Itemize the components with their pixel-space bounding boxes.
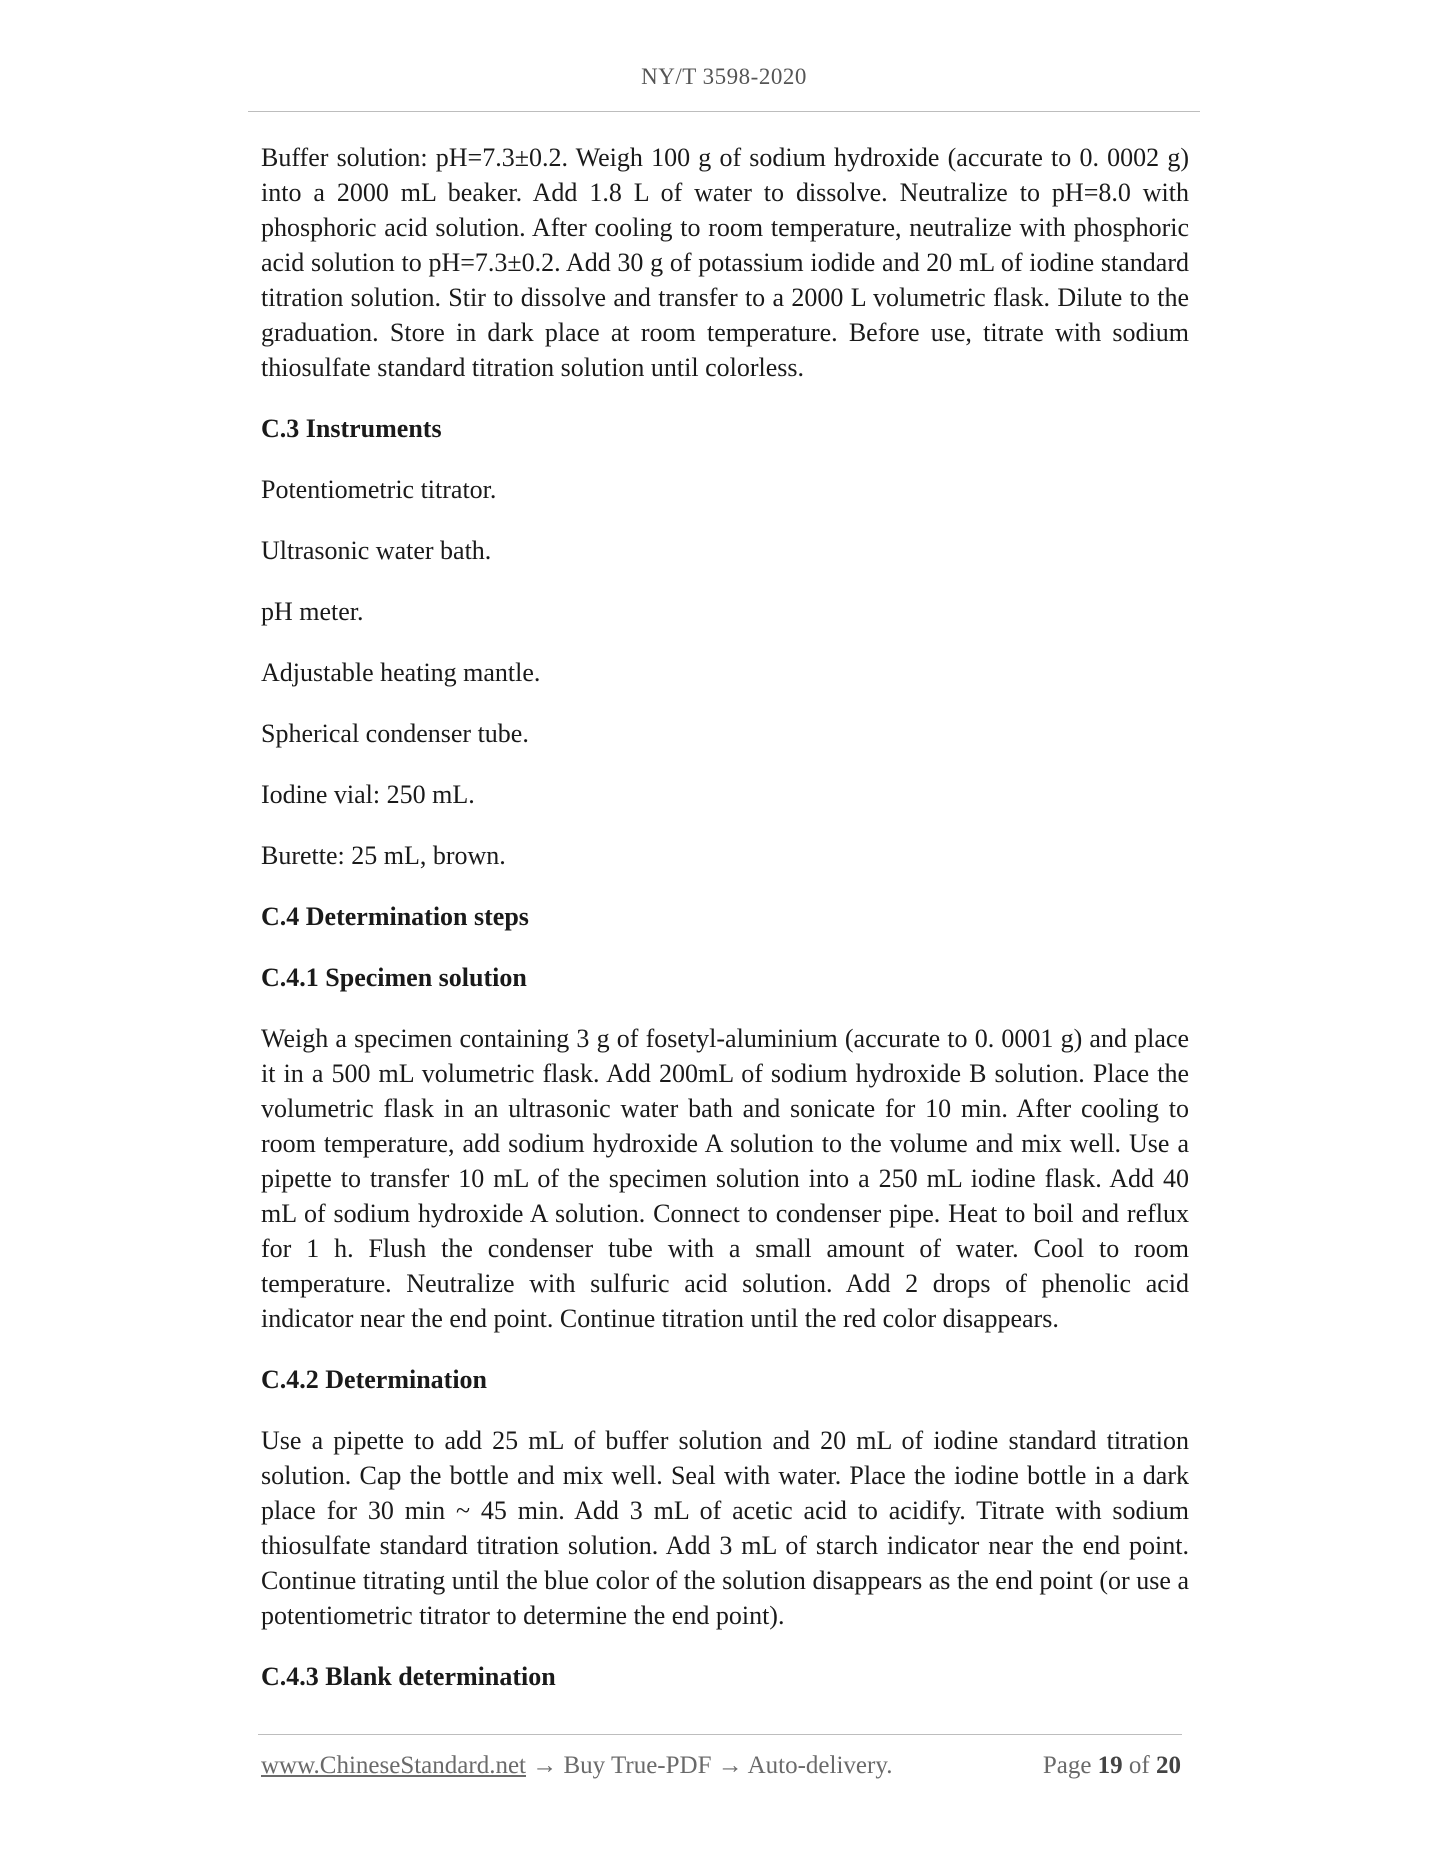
of-label: of <box>1128 1752 1150 1779</box>
section-heading-c41: C.4.1 Specimen solution <box>261 963 527 992</box>
section-heading-c42: C.4.2 Determination <box>261 1365 488 1394</box>
buffer-solution-paragraph: Buffer solution: pH=7.3±0.2. Weigh 100 g of sodium hydroxide (accurate to 0. 0002 g) into a 2000 mL beaker. Add 1.8 L of water to dissolve. Neutralize to pH=8.0 with phosphoric acid solution. After cooling to room temperature, neutralize with phosphoric acid solution to pH=7.3±0.2. Add 30 g of potassium iodide and 20 mL of iodine standard titration solution. Stir to dissolve and transfer to a 2000 L volumetric flask. Dilute to the graduation. Store in dark place at room temperature. Before use, titrate with sodium thiosulfate standard titration solution until colorless. <box>261 143 1189 382</box>
section-heading-c43: C.4.3 Blank determination <box>261 1662 556 1691</box>
instrument-item: Spherical condenser tube. <box>261 719 529 748</box>
website-link[interactable]: www.ChineseStandard.net <box>261 1752 526 1779</box>
instrument-item: pH meter. <box>261 597 364 626</box>
page-total: 20 <box>1156 1752 1181 1779</box>
document-header: NY/T 3598-2020 <box>641 64 807 89</box>
section-heading-c4: C.4 Determination steps <box>261 902 529 931</box>
arrow-right-icon: → <box>526 1752 564 1779</box>
instrument-item: Adjustable heating mantle. <box>261 658 541 687</box>
header-divider <box>248 111 1200 112</box>
specimen-solution-paragraph: Weigh a specimen containing 3 g of fosetyl-aluminium (accurate to 0. 0001 g) and place it in a 500 mL volumetric flask. Add 200mL of sodium hydroxide B solution. Place the volumetric flask in an ultrasonic water bath and sonicate for 10 min. After cooling to room temperature, add sodium hydroxide A solution to the volume and mix well. Use a pipette to transfer 10 mL of the specimen solution into a 250 mL iodine flask. Add 40 mL of sodium hydroxide A solution. Connect to condenser pipe. Heat to boil and reflux for 1 h. Flush the condenser tube with a small amount of water. Cool to room temperature. Neutralize with sulfuric acid solution. Add 2 drops of phenolic acid indicator near the end point. Continue titration until the red color disappears. <box>261 1024 1189 1333</box>
instrument-item: Burette: 25 mL, brown. <box>261 841 506 870</box>
page-label: Page <box>1042 1752 1092 1779</box>
buy-pdf-text: Buy True-PDF <box>563 1752 712 1779</box>
footer-divider <box>258 1734 1182 1735</box>
section-heading-c3: C.3 Instruments <box>261 414 442 443</box>
instrument-item: Ultrasonic water bath. <box>261 536 492 565</box>
auto-delivery-text: Auto-delivery. <box>747 1752 893 1779</box>
instrument-item: Potentiometric titrator. <box>261 475 497 504</box>
page-current: 19 <box>1097 1752 1123 1779</box>
arrow-right-icon: → <box>711 1752 748 1779</box>
determination-paragraph: Use a pipette to add 25 mL of buffer solution and 20 mL of iodine standard titration solution. Cap the bottle and mix well. Seal with water. Place the iodine bottle in a dark place for 30 min ~ 45 min. Add 3 mL of acetic acid to acidify. Titrate with sodium thiosulfate standard titration solution. Add 3 mL of starch indicator near the end point. Continue titrating until the blue color of the solution disappears as the end point (or use a potentiometric titrator to determine the end point). <box>261 1426 1189 1630</box>
page-content <box>261 140 1189 1720</box>
page-number <box>1043 1752 1181 1780</box>
footer-promo <box>261 1752 892 1780</box>
instrument-item: Iodine vial: 250 mL. <box>261 780 475 809</box>
